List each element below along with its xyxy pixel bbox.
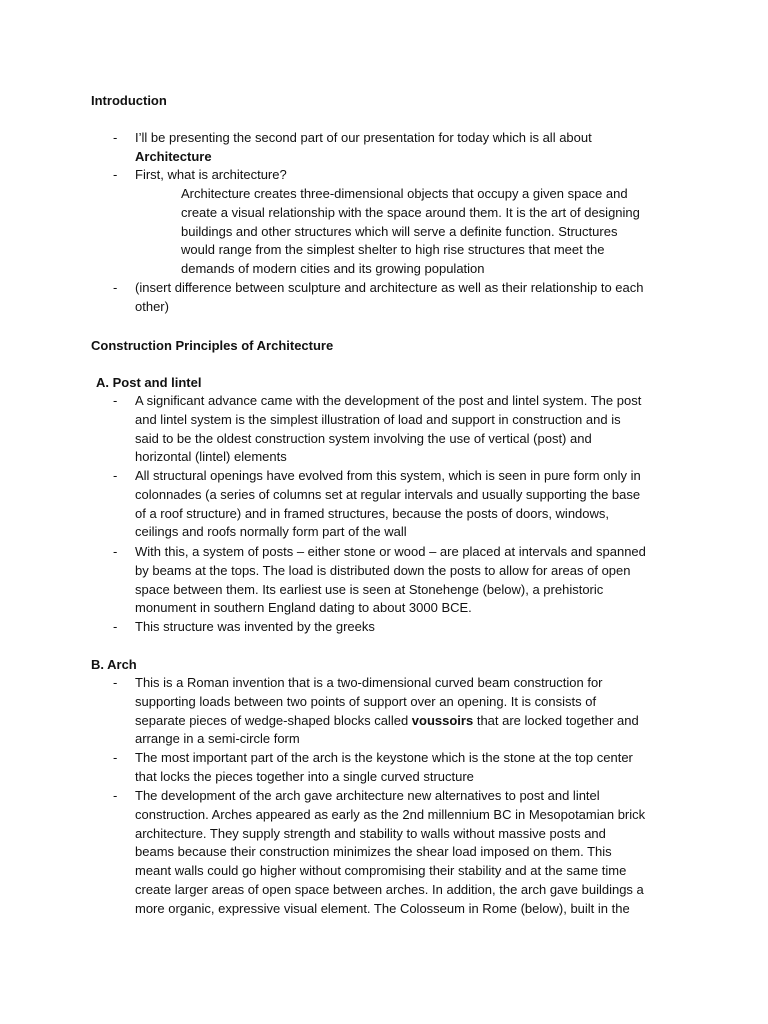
architecture-definition xyxy=(181,185,640,279)
text-line: architecture. They supply strength and stability to walls without massive posts and xyxy=(135,825,606,841)
text-line xyxy=(135,712,693,731)
bullet-dash: - xyxy=(113,393,118,408)
list-item xyxy=(113,674,693,749)
text-line: The most important part of the arch is the keystone which is the stone at the top center xyxy=(135,750,633,765)
text-fragment: that are locked together and xyxy=(473,712,639,728)
text-line: (insert difference between sculpture and architecture as well as their relationship to each xyxy=(135,280,644,295)
text-line: demands of modern cities and its growing population xyxy=(181,261,485,277)
text-line: create larger areas of open space between arches. In addition, the arch gave buildings a xyxy=(135,881,644,897)
list-item xyxy=(113,279,693,317)
text-line: First, what is architecture? xyxy=(135,167,287,182)
bullet-dash: - xyxy=(113,750,118,765)
text-line: meant walls could go higher without compromising their stability and at the same time xyxy=(135,863,627,879)
text-line: beams because their construction minimizes the shear load imposed on them. This xyxy=(135,844,612,860)
bullet-dash: - xyxy=(113,280,118,295)
text-line: Architecture creates three-dimensional objects that occupy a given space and xyxy=(181,186,628,201)
text-line: said to be the oldest construction system involving the use of vertical (post) and xyxy=(135,430,592,446)
text-line: colonnades (a series of columns set at regular intervals and usually supporting the base xyxy=(135,486,641,502)
bullet-dash: - xyxy=(113,544,118,559)
text-line: This is a Roman invention that is a two-dimensional curved beam construction for xyxy=(135,675,603,690)
text-line: that locks the pieces together into a single curved structure xyxy=(135,768,474,784)
text-line: other) xyxy=(135,298,169,314)
text-line: of a roof structure) and in framed structures, because the posts of doors, windows, xyxy=(135,505,610,521)
architecture-term: Architecture xyxy=(135,148,212,164)
text-line: I’ll be presenting the second part of our presentation for today which is all about xyxy=(135,130,592,145)
bullet-dash: - xyxy=(113,130,118,145)
text-line: With this, a system of posts – either stone or wood – are placed at intervals and spanned xyxy=(135,544,646,559)
voussoirs-term: voussoirs xyxy=(411,712,474,728)
arch-heading: B. Arch xyxy=(91,657,137,672)
bullet-dash: - xyxy=(113,675,118,690)
list-item xyxy=(113,166,693,185)
list-item xyxy=(113,749,693,787)
list-item xyxy=(113,392,693,467)
text-line: This structure was invented by the greeks xyxy=(135,619,375,634)
text-line: space between them. Its earliest use is seen at Stonehenge (below), a prehistoric xyxy=(135,581,604,597)
list-item xyxy=(113,129,693,167)
bullet-dash: - xyxy=(113,167,118,182)
bullet-dash: - xyxy=(113,468,118,483)
bullet-dash: - xyxy=(113,619,118,634)
text-line: ceilings and roofs normally form part of the wall xyxy=(135,524,407,540)
text-line: more organic, expressive visual element. The Colosseum in Rome (below), built in the xyxy=(135,900,630,916)
text-line: The development of the arch gave architecture new alternatives to post and lintel xyxy=(135,788,600,803)
text-line: would range from the simplest shelter to high rise structures that meet the xyxy=(181,242,605,258)
list-item xyxy=(113,543,693,618)
bullet-dash: - xyxy=(113,788,118,803)
text-line: buildings and other structures which will serve a definite function. Structures xyxy=(181,223,618,239)
text-line: arrange in a semi-circle form xyxy=(135,731,300,747)
text-line: A significant advance came with the development of the post and lintel system. The post xyxy=(135,393,642,408)
text-line: supporting loads between two points of support over an opening. It is consists of xyxy=(135,693,597,709)
principles-heading: Construction Principles of Architecture xyxy=(91,338,334,353)
list-item xyxy=(113,787,693,919)
text-line: All structural openings have evolved from this system, which is seen in pure form only in xyxy=(135,468,641,483)
text-line: and lintel system is the simplest illustration of load and support in construction and is xyxy=(135,411,621,427)
post-lintel-heading: A. Post and lintel xyxy=(96,375,202,390)
introduction-heading: Introduction xyxy=(91,93,167,108)
text-line: by beams at the tops. The load is distributed down the posts to allow for areas of open xyxy=(135,562,631,578)
text-line: create a visual relationship with the space around them. It is the art of designing xyxy=(181,204,640,220)
text-fragment: separate pieces of wedge-shaped blocks called xyxy=(135,712,412,728)
text-line: horizontal (lintel) elements xyxy=(135,449,287,465)
text-line: monument in southern England dating to about 3000 BCE. xyxy=(135,600,472,616)
list-item xyxy=(113,618,693,637)
list-item xyxy=(113,467,693,542)
text-line: construction. Arches appeared as early as the 2nd millennium BC in Mesopotamian brick xyxy=(135,806,646,822)
